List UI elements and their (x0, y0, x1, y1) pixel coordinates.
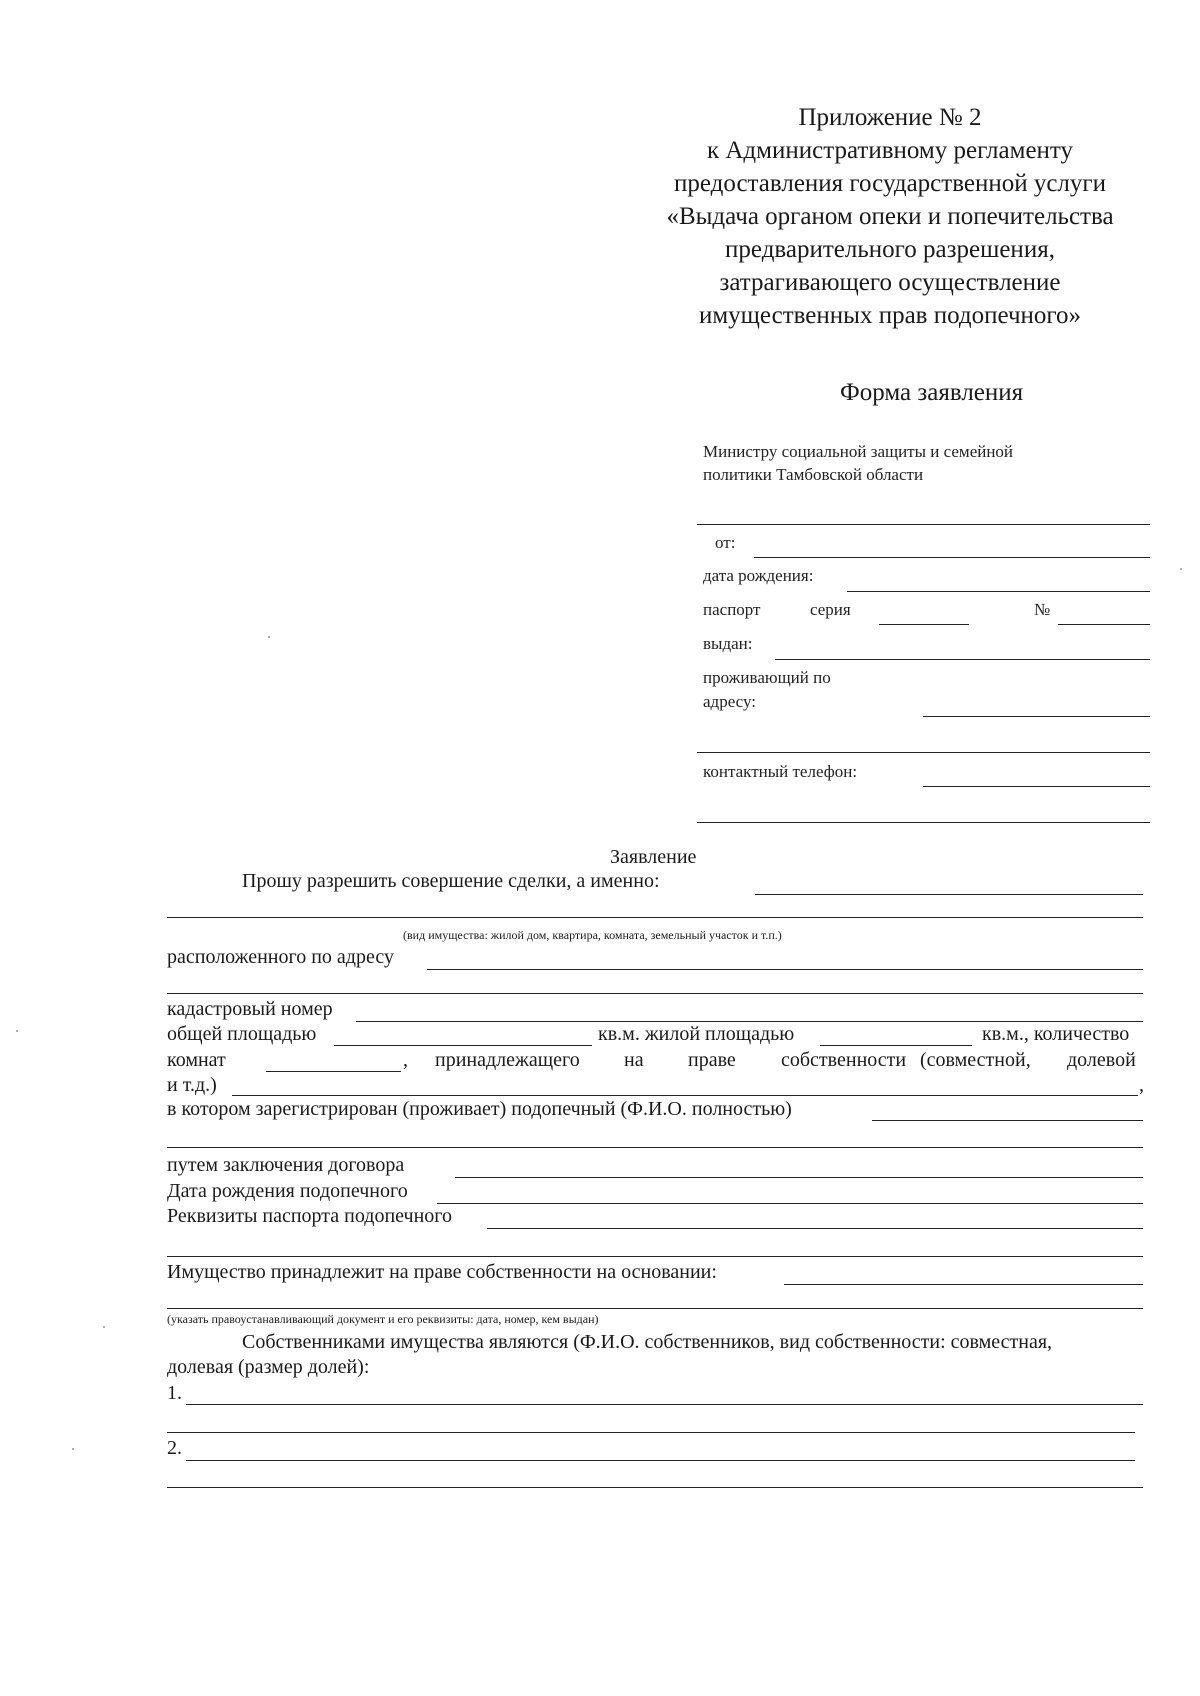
owner-1-field-continued[interactable] (167, 1432, 1135, 1433)
phone-field[interactable] (923, 786, 1150, 787)
located-label: расположенного по адресу (167, 946, 394, 968)
rooms-comma: , (403, 1049, 408, 1071)
belonging-word: принадлежащего (435, 1049, 580, 1071)
ward-dob-field[interactable] (437, 1203, 1143, 1204)
passport-label: паспорт (703, 600, 761, 619)
basis-label: Имущество принадлежит на праве собственности на основании: (167, 1261, 717, 1283)
applicant-blank-line[interactable] (697, 822, 1150, 823)
number-field[interactable] (1058, 624, 1150, 625)
scan-speck (72, 1448, 74, 1450)
total-area-label: общей площадью (167, 1023, 317, 1045)
addressee-line-2: политики Тамбовской области (703, 465, 924, 484)
joint-word: (совместной, (920, 1049, 1031, 1071)
shared-word: долевой (1067, 1049, 1136, 1071)
ward-passport-field[interactable] (487, 1228, 1143, 1229)
total-area-field[interactable] (334, 1045, 592, 1046)
dob-field[interactable] (847, 591, 1150, 592)
issued-label: выдан: (703, 634, 753, 653)
ownership-type-field[interactable] (232, 1095, 1138, 1096)
appendix-line: предварительного разрешения, (725, 236, 1055, 263)
owner-item-1-number: 1. (167, 1382, 182, 1404)
owner-item-2-number: 2. (167, 1437, 182, 1459)
statement-heading: Заявление (610, 846, 697, 868)
ward-name-field[interactable] (872, 1120, 1143, 1121)
appendix-block (630, 101, 1150, 332)
rooms-field[interactable] (266, 1071, 401, 1072)
dob-label: дата рождения: (703, 566, 814, 585)
etc-label: и т.д.) (167, 1074, 217, 1096)
basis-hint: (указать правоустанавливающий документ и его реквизиты: дата, номер, кем выдан) (167, 1312, 599, 1326)
cadastral-label: кадастровый номер (167, 998, 333, 1020)
cadastral-field[interactable] (356, 1021, 1143, 1022)
basis-field-continued[interactable] (167, 1308, 1143, 1309)
contract-label: путем заключения договора (167, 1154, 405, 1176)
addressee-line-1: Министру социальной защиты и семейной (703, 442, 1014, 461)
etc-comma: , (1139, 1074, 1144, 1096)
appendix-line: «Выдача органом опеки и попечительства (666, 203, 1114, 230)
scan-speck (103, 1326, 105, 1328)
series-label: серия (810, 600, 851, 619)
residing-label-1: проживающий по (703, 668, 831, 687)
appendix-line: предоставления государственной услуги (673, 170, 1107, 197)
appendix-line: затрагивающего осуществление (719, 269, 1061, 296)
appendix-line: имущественных прав подопечного» (698, 302, 1082, 329)
scan-speck (268, 636, 270, 638)
number-label: № (1034, 600, 1051, 619)
scan-speck (1180, 568, 1182, 570)
from-field[interactable] (754, 557, 1150, 558)
issued-field[interactable] (775, 659, 1150, 660)
ward-name-continued[interactable] (167, 1147, 1143, 1148)
property-hint: (вид имущества: жилой дом, квартира, комната, земельный участок и т.п.) (403, 928, 782, 942)
sqm-count-label: кв.м., количество (982, 1023, 1130, 1045)
living-area-field[interactable] (820, 1045, 972, 1046)
from-label: от: (715, 533, 736, 552)
rooms-label: комнат (167, 1049, 226, 1071)
address-field[interactable] (923, 716, 1150, 717)
address-of-property-continued[interactable] (167, 993, 1143, 994)
registered-label: в котором зарегистрирован (проживает) подопечный (Ф.И.О. полностью) (167, 1098, 792, 1120)
owners-text-line-1: Собственниками имущества являются (Ф.И.О. собственников, вид собственности: совместная, (242, 1331, 1053, 1353)
request-text: Прошу разрешить совершение сделки, а именно: (242, 870, 660, 892)
appendix-line: к Административному регламенту (706, 137, 1074, 164)
ward-passport-label: Реквизиты паспорта подопечного (167, 1205, 452, 1227)
owner-2-field[interactable] (186, 1460, 1135, 1461)
request-field[interactable] (755, 894, 1143, 895)
addressee-blank-line[interactable] (697, 524, 1150, 525)
series-field[interactable] (879, 624, 969, 625)
on-word: на (624, 1049, 644, 1071)
owners-text-line-2: долевая (размер долей): (167, 1356, 370, 1378)
ownership-word: собственности (781, 1049, 907, 1071)
scan-speck (16, 1030, 18, 1032)
right-word: праве (688, 1049, 736, 1071)
address-of-property-field[interactable] (427, 969, 1143, 970)
phone-label: контактный телефон: (703, 762, 858, 781)
ward-dob-label: Дата рождения подопечного (167, 1180, 408, 1202)
owner-2-field-continued[interactable] (167, 1487, 1143, 1488)
ward-passport-continued[interactable] (167, 1256, 1143, 1257)
residing-label-2: адресу: (703, 692, 756, 711)
address-field-continued[interactable] (697, 752, 1150, 753)
request-field-continued[interactable] (167, 917, 1143, 918)
owner-1-field[interactable] (186, 1404, 1143, 1405)
basis-field[interactable] (784, 1284, 1143, 1285)
form-title: Форма заявления (840, 379, 1024, 406)
contract-field[interactable] (455, 1177, 1143, 1178)
sqm-living-label: кв.м. жилой площадью (598, 1023, 795, 1045)
appendix-line: Приложение № 2 (798, 104, 982, 131)
